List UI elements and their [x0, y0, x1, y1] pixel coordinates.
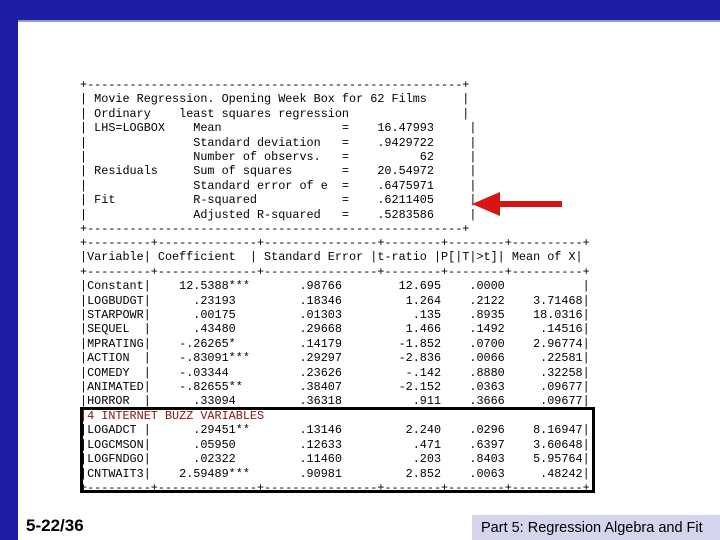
box-line: | Ordinary least squares regression |	[80, 106, 470, 121]
box-line: | Number of observs. = 62 |	[80, 150, 477, 165]
box-line: | Movie Regression. Opening Week Box for 62 Films |	[80, 92, 470, 107]
section-label: |4 INTERNET BUZZ VARIABLES	[80, 408, 265, 423]
page-number: 5-22/36	[26, 516, 84, 535]
box-line: | Fit R-squared = .6211405 |	[80, 193, 477, 208]
box-line: | Standard error of e = .6475971 |	[80, 178, 477, 193]
buzz-variables-highlight-box	[80, 407, 595, 493]
top-accent-bar	[18, 0, 720, 20]
table-row: |MPRATING| -.26265* .14179 -1.852 .0700 2.96774|	[80, 336, 590, 351]
table-header: |Variable| Coefficient | Standard Error |t-ratio |P[|T|>t]| Mean of X|	[80, 250, 583, 265]
regression-summary-box	[80, 78, 476, 236]
box-line: +-----------------------------------------------------+	[80, 222, 470, 237]
box-line: | LHS=LOGBOX Mean = 16.47993 |	[80, 121, 477, 136]
table-row: |LOGADCT | .29451** .13146 2.240 .0296 8.16947|	[80, 423, 590, 438]
table-row: |STARPOWR| .00175 .01303 .135 .8935 18.0316|	[80, 308, 590, 323]
table-row: |LOGBUDGT| .23193 .18346 1.264 .2122 3.71468|	[80, 293, 590, 308]
table-row: |COMEDY | -.03344 .23626 -.142 .8880 .32258|	[80, 365, 590, 380]
footer-title-bar	[472, 515, 720, 540]
left-accent-bar	[0, 0, 18, 540]
box-line: +-----------------------------------------------------+	[80, 78, 470, 92]
table-row: |LOGCMSON| .05950 .12633 .471 .6397 3.60648|	[80, 437, 590, 452]
table-border: +---------+--------------+----------------+--------+--------+----------+	[80, 264, 590, 279]
table-row: |HORROR | .33094 .36318 .911 .3666 .09677|	[80, 394, 590, 409]
red-arrow-icon	[470, 191, 566, 217]
table-row: |ACTION | -.83091*** .29297 -2.836 .0066 .22581|	[80, 351, 590, 366]
table-row: |Constant| 12.5388*** .98766 12.695 .0000 |	[80, 279, 590, 294]
top-divider	[18, 20, 720, 22]
box-line: | Standard deviation = .9429722 |	[80, 135, 477, 150]
table-border: +---------+--------------+----------------+--------+--------+----------+	[80, 480, 590, 495]
box-line: | Residuals Sum of squares = 20.54972 |	[80, 164, 477, 179]
table-border: +---------+--------------+----------------+--------+--------+----------+	[80, 236, 590, 250]
footer-title: Part 5: Regression Algebra and Fit	[481, 520, 703, 536]
table-row: |SEQUEL | .43480 .29668 1.466 .1492 .14516|	[80, 322, 590, 337]
table-row: |LOGFNDGO| .02322 .11460 .203 .8403 5.95764|	[80, 452, 590, 467]
table-row: |CNTWAIT3| 2.59489*** .90981 2.852 .0063 .48242|	[80, 466, 590, 481]
table-row: |ANIMATED| -.82655** .38407 -2.152 .0363 .09677|	[80, 380, 590, 395]
box-line: | Adjusted R-squared = .5283586 |	[80, 207, 477, 222]
